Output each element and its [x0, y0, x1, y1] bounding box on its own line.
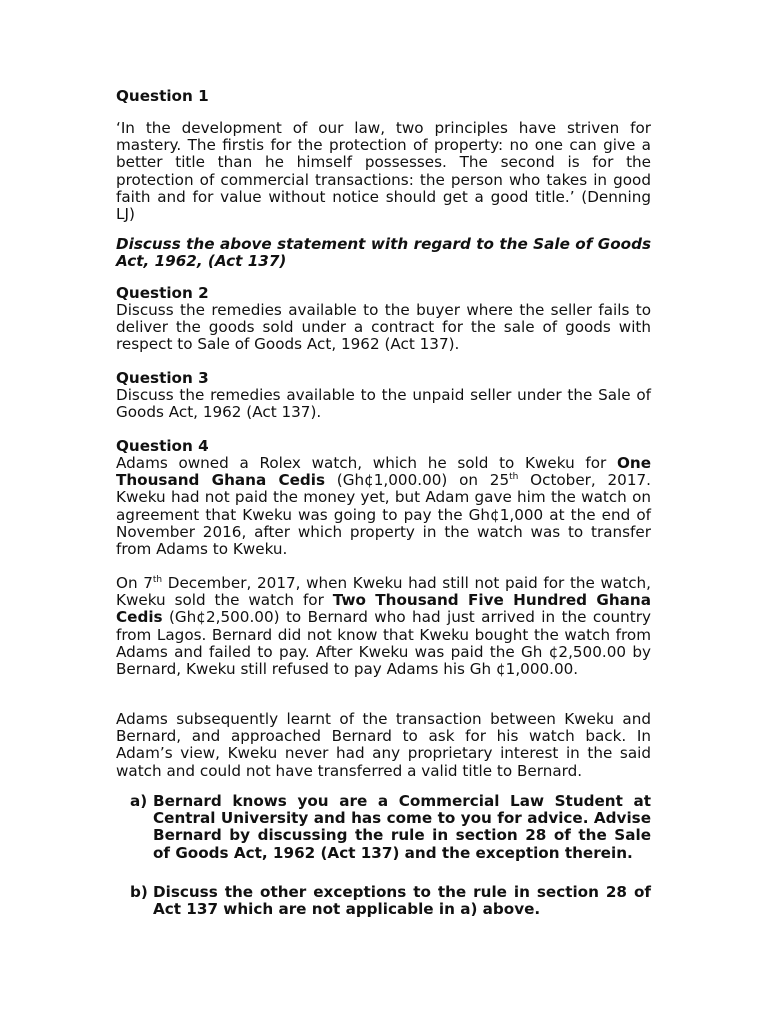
p2-amount-words: Two Thousand Five Hundred Ghana Cedis: [116, 591, 651, 627]
p1-superscript: th: [509, 472, 519, 483]
question-1-heading: Question 1: [116, 87, 209, 105]
p2-text-d: (Gh¢2,500.00) to Bernard who had just arrived in the country from Lagos. Bernard did not know that Kweku bought the watch from Adams and failed to pay. After Kweku was paid the Gh ¢2,500.00 by Bernard, Kweku still refused to pay Adams his Gh ¢1,000.00.: [116, 608, 651, 679]
question-3-heading: Question 3: [116, 369, 209, 387]
p1-text-d: October, 2017. Kweku had not paid the money yet, but Adam gave him the watch on agreement that Kweku was going to pay the Gh¢1,000 at the end of November 2016, after which property in the watch was to transfer from Adams to Kweku.: [116, 471, 651, 559]
item-b-label: b): [130, 883, 148, 901]
question-4-paragraph-3: Adams subsequently learnt of the transaction between Kweku and Bernard, and approached Bernard to ask for his watch back. In Adam’s view, Kweku never had any proprietary interest in the said watch and could not have transferred a valid title to Bernard.: [116, 710, 651, 780]
question-4-item-a: [130, 793, 651, 862]
question-4-paragraph-2: [116, 575, 651, 678]
item-a-text: Bernard knows you are a Commercial Law Student at Central University and has come to you for advice. Advise Bernard by discussing the rule in section 28 of the Sale of Goods Act, 1962 (Act 137) and the exception therein.: [153, 792, 651, 862]
question-1-quote: ‘In the development of our law, two principles have striven for mastery. The firstis for the protection of property: no one can give a better title than he himself possesses. The second is for the protection of commercial transactions: the person who takes in good faith and for value without notice should get a good title.’ (Denning LJ): [116, 119, 651, 224]
question-1-task: Discuss the above statement with regard to the Sale of Goods Act, 1962, (Act 137): [116, 235, 651, 271]
question-4-paragraph-1: [116, 455, 651, 558]
p2-text-a: On 7: [116, 574, 153, 592]
question-4-heading: Question 4: [116, 437, 209, 455]
p1-text-a: Adams owned a Rolex watch, which he sold to Kweku for: [116, 454, 617, 472]
p2-superscript: th: [152, 575, 163, 585]
item-a-label: a): [130, 792, 148, 810]
item-b-text: Discuss the other exceptions to the rule in section 28 of Act 137 which are not applicable in a) above.: [153, 883, 651, 919]
question-3-text: Discuss the remedies available to the unpaid seller under the Sale of Goods Act, 1962 (Act 137).: [116, 386, 651, 422]
question-column: [116, 0, 651, 1024]
p1-text-c: (Gh¢1,000.00) on 25: [325, 471, 510, 490]
p2-text-b: December, 2017, when Kweku had still not paid for the watch, Kweku sold the watch for: [116, 574, 651, 610]
question-2-heading: Question 2: [116, 284, 209, 302]
question-4-item-b: [130, 884, 651, 918]
question-2-text: Discuss the remedies available to the buyer where the seller fails to deliver the goods sold under a contract for the sale of goods with respect to Sale of Goods Act, 1962 (Act 137).: [116, 301, 651, 354]
p1-amount-words: One Thousand Ghana Cedis: [116, 454, 651, 490]
